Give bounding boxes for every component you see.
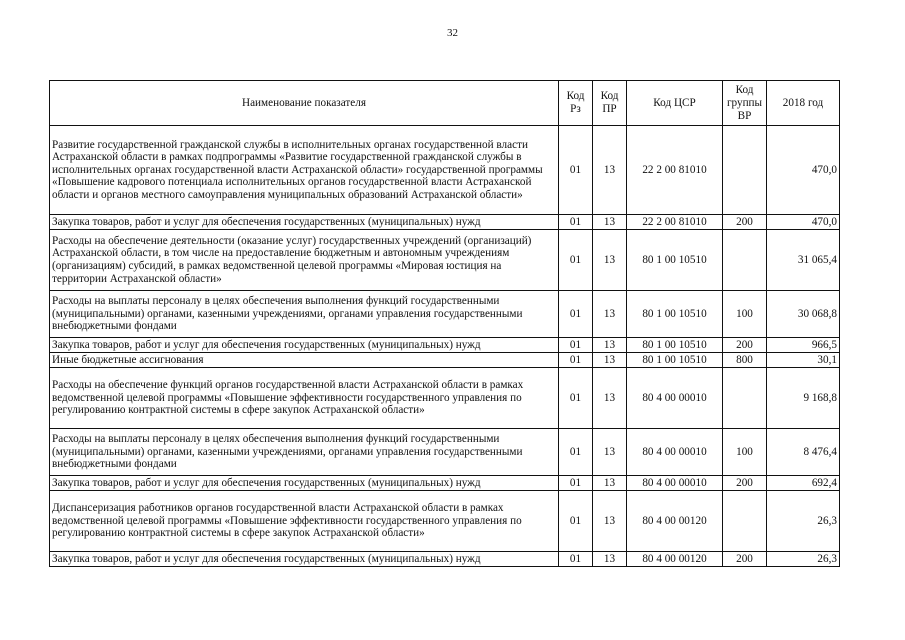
row-vr — [723, 126, 767, 215]
table-row — [50, 552, 840, 567]
row-csr: 80 1 00 10510 — [627, 338, 723, 353]
row-pr: 13 — [593, 291, 627, 338]
header-pr — [593, 81, 627, 126]
row-rz: 01 — [559, 491, 593, 552]
budget-table — [49, 80, 840, 567]
row-csr: 80 1 00 10510 — [627, 291, 723, 338]
row-amount: 8 476,4 — [767, 429, 840, 476]
row-vr: 100 — [723, 291, 767, 338]
row-csr: 22 2 00 81010 — [627, 126, 723, 215]
header-csr: Код ЦСР — [627, 81, 723, 126]
row-vr — [723, 491, 767, 552]
row-name: Закупка товаров, работ и услуг для обеспечения государственных (муниципальных) нужд — [50, 215, 559, 230]
header-vr-line3: ВР — [737, 109, 752, 122]
page-number: 32 — [447, 27, 458, 39]
row-amount: 30 068,8 — [767, 291, 840, 338]
row-vr: 800 — [723, 353, 767, 368]
row-rz: 01 — [559, 291, 593, 338]
header-pr-line1: Код — [600, 90, 619, 102]
header-vr-line1: Код — [735, 83, 754, 96]
header-name: Наименование показателя — [50, 81, 559, 126]
table-header-row — [50, 81, 840, 126]
row-amount: 30,1 — [767, 353, 840, 368]
row-vr: 100 — [723, 429, 767, 476]
row-pr: 13 — [593, 491, 627, 552]
row-csr: 80 4 00 00010 — [627, 476, 723, 491]
row-rz: 01 — [559, 476, 593, 491]
row-amount: 470,0 — [767, 215, 840, 230]
row-rz: 01 — [559, 126, 593, 215]
table-row — [50, 230, 840, 291]
row-name: Диспансеризация работников органов государственной власти Астраханской области в рамках ведомственной целевой программы «Повышение эффективности государственного управления по регулированию контрактной системы в сфере закупок Астраханской области» — [50, 491, 559, 552]
row-rz: 01 — [559, 353, 593, 368]
row-pr: 13 — [593, 230, 627, 291]
row-csr: 80 1 00 10510 — [627, 353, 723, 368]
row-name: Закупка товаров, работ и услуг для обеспечения государственных (муниципальных) нужд — [50, 552, 559, 567]
row-rz: 01 — [559, 338, 593, 353]
row-name: Закупка товаров, работ и услуг для обеспечения государственных (муниципальных) нужд — [50, 338, 559, 353]
row-name: Иные бюджетные ассигнования — [50, 353, 559, 368]
row-name: Развитие государственной гражданской службы в исполнительных органах государственной власти Астраханской области в рамках подпрограммы «Развитие государственной гражданской службы в исполнительных органах государственной власти Астраханской области» государственной программы «Повышение кадрового потенциала исполнительных органов государственной власти Астраханской области и органов местного самоуправления муниципальных образований Астраханской области» — [50, 126, 559, 215]
row-pr: 13 — [593, 215, 627, 230]
row-vr: 200 — [723, 552, 767, 567]
row-amount: 26,3 — [767, 491, 840, 552]
row-amount: 31 065,4 — [767, 230, 840, 291]
header-rz-line2: Рз — [570, 103, 581, 115]
row-rz: 01 — [559, 368, 593, 429]
row-vr — [723, 368, 767, 429]
header-vr-line2: группы — [726, 96, 763, 109]
row-pr: 13 — [593, 126, 627, 215]
row-amount: 470,0 — [767, 126, 840, 215]
table-row — [50, 429, 840, 476]
row-amount: 692,4 — [767, 476, 840, 491]
row-rz: 01 — [559, 552, 593, 567]
row-csr: 80 1 00 10510 — [627, 230, 723, 291]
table-row — [50, 476, 840, 491]
row-pr: 13 — [593, 338, 627, 353]
row-csr: 80 4 00 00120 — [627, 491, 723, 552]
row-csr: 80 4 00 00010 — [627, 429, 723, 476]
table-row — [50, 353, 840, 368]
row-csr: 80 4 00 00010 — [627, 368, 723, 429]
header-pr-line2: ПР — [602, 103, 617, 115]
row-amount: 26,3 — [767, 552, 840, 567]
table-row — [50, 491, 840, 552]
row-vr — [723, 230, 767, 291]
header-rz — [559, 81, 593, 126]
row-pr: 13 — [593, 368, 627, 429]
row-csr: 80 4 00 00120 — [627, 552, 723, 567]
row-csr: 22 2 00 81010 — [627, 215, 723, 230]
row-pr: 13 — [593, 476, 627, 491]
table-row — [50, 215, 840, 230]
header-year: 2018 год — [767, 81, 840, 126]
row-rz: 01 — [559, 230, 593, 291]
row-name: Расходы на выплаты персоналу в целях обеспечения выполнения функций государственными (муниципальными) органами, казенными учреждениями, органами управления государственными внебюджетными фондами — [50, 291, 559, 338]
row-name: Закупка товаров, работ и услуг для обеспечения государственных (муниципальных) нужд — [50, 476, 559, 491]
row-name: Расходы на обеспечение функций органов государственной власти Астраханской области в рамках ведомственной целевой программы «Повышение эффективности государственного управления по регулированию контрактной системы в сфере закупок Астраханской области» — [50, 368, 559, 429]
row-amount: 966,5 — [767, 338, 840, 353]
row-pr: 13 — [593, 353, 627, 368]
row-name: Расходы на обеспечение деятельности (оказание услуг) государственных учреждений (организаций) Астраханской области, в том числе на предоставление бюджетным и автономным учреждениям (организациям) субсидий, в рамках ведомственной целевой программы «Мировая юстиция на территории Астраханской области» — [50, 230, 559, 291]
table-row — [50, 368, 840, 429]
row-pr: 13 — [593, 429, 627, 476]
row-name: Расходы на выплаты персоналу в целях обеспечения выполнения функций государственными (муниципальными) органами, казенными учреждениями, органами управления государственными внебюджетными фондами — [50, 429, 559, 476]
row-amount: 9 168,8 — [767, 368, 840, 429]
row-rz: 01 — [559, 429, 593, 476]
row-pr: 13 — [593, 552, 627, 567]
table-row — [50, 338, 840, 353]
row-rz: 01 — [559, 215, 593, 230]
table-row — [50, 291, 840, 338]
row-vr: 200 — [723, 338, 767, 353]
row-vr: 200 — [723, 476, 767, 491]
table-row — [50, 126, 840, 215]
header-rz-line1: Код — [566, 90, 585, 102]
header-vr — [723, 81, 767, 126]
row-vr: 200 — [723, 215, 767, 230]
